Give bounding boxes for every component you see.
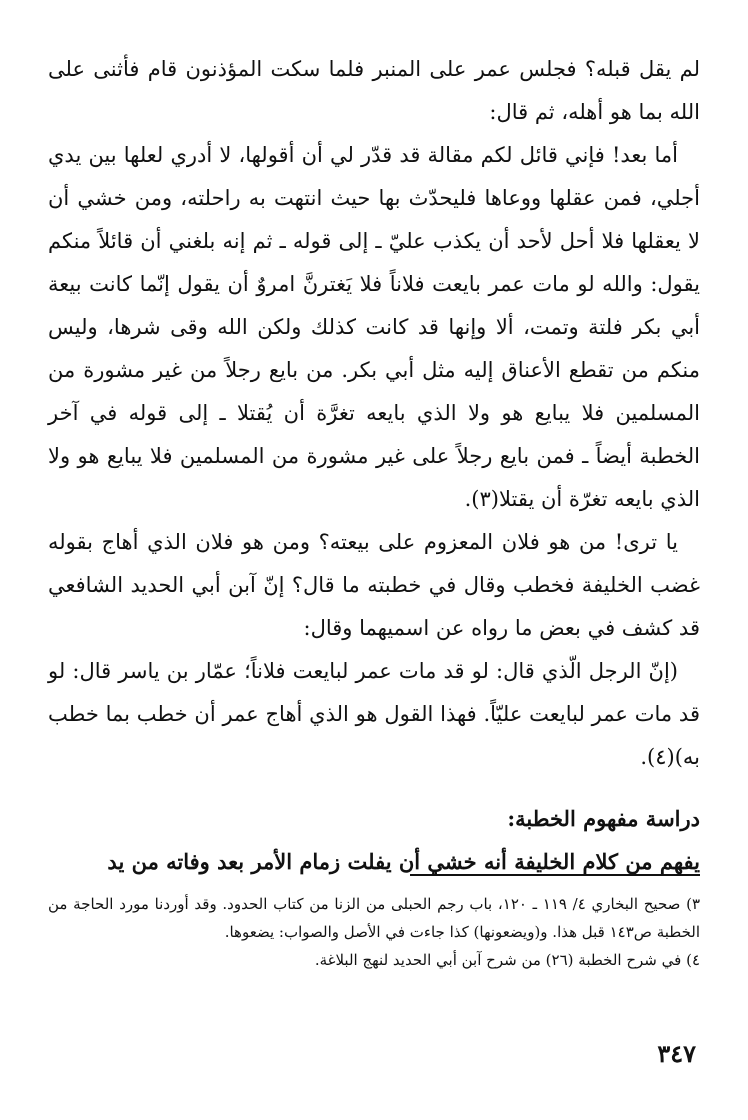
footnote-separator [410,874,700,876]
paragraph-5: يفهم من كلام الخليفة أنه خشي أن يفلت زمام الأمر بعد وفاته من يد [107,849,700,874]
footnote-4: ٤) في شرح الخطبة (٢٦) من شرح آبن أبي الحديد لنهج البلاغة. [314,951,700,969]
main-text [48,48,700,883]
section-title: دراسة مفهوم الخطبة: [507,806,700,831]
footnote-3: ٣) صحيح البخاري ٤/ ١١٩ ـ ١٢٠، باب رجم الحبلى من الزنا من كتاب الحدود. وقد أوردنا مورد الحاجة من الخطبة ص١٤٣ قبل هذا. و(ويضعونها) كذا جاءت في الأصل والصواب: يضعوها. [48,895,700,941]
paragraph-2: أما بعد! فإني قائل لكم مقالة قد قدّر لي أن أقولها، لا أدري لعلها بين يدي أجلي، فمن عقلها ووعاها فليحدّث بها حيث انتهت به راحلته، ومن خشي أن لا يعقلها فلا أحل لأحد أن يكذب عليّ ـ إلى قوله ـ ثم إنه بلغني أن قائلاً منكم يقول: والله لو مات عمر بايعت فلاناً فلا يَغترنَّ امروٌ أن يقول إنّما كانت بيعة أبي بكر فلتة وتمت، ألا وإنها قد كانت كذلك ولكن الله وقى شرها، وليس منكم من تقطع الأعناق إليه مثل أبي بكر. من بايع رجلاً من غير مشورة من المسلمين فلا يبايع هو ولا الذي بايعه تغرَّة أن يُقتلا ـ إلى قوله في آخر الخطبة أيضاً ـ فمن بايع رجلاً على غير مشورة من المسلمين فلا يبايع هو ولا الذي بايعه تغرّة أن يقتلا(٣). [48,143,700,511]
paragraph-4: (إنّ الرجل الّذي قال: لو قد مات عمر لبايعت فلاناً؛ عمّار بن ياسر قال: لو قد مات عمر لبايعت عليّاً. فهذا القول هو الذي أهاج عمر أن خطب بما خطب به)(٤). [48,659,700,769]
page [48,48,700,1072]
page-number: ٣٤٧ [657,1039,696,1068]
paragraph-1: لم يقل قبله؟ فجلس عمر على المنبر فلما سكت المؤذنون قام فأثنى على الله بما هو أهله، ثم قال: [48,57,700,124]
footnotes [48,890,700,974]
paragraph-3: يا ترى! من هو فلان المعزوم على بيعته؟ ومن هو فلان الذي أهاج بقوله غضب الخليفة فخطب وقال في خطبته ما قال؟ إنّ آبن أبي الحديد الشافعي قد كشف في بعض ما رواه عن اسميهما وقال: [48,530,700,640]
